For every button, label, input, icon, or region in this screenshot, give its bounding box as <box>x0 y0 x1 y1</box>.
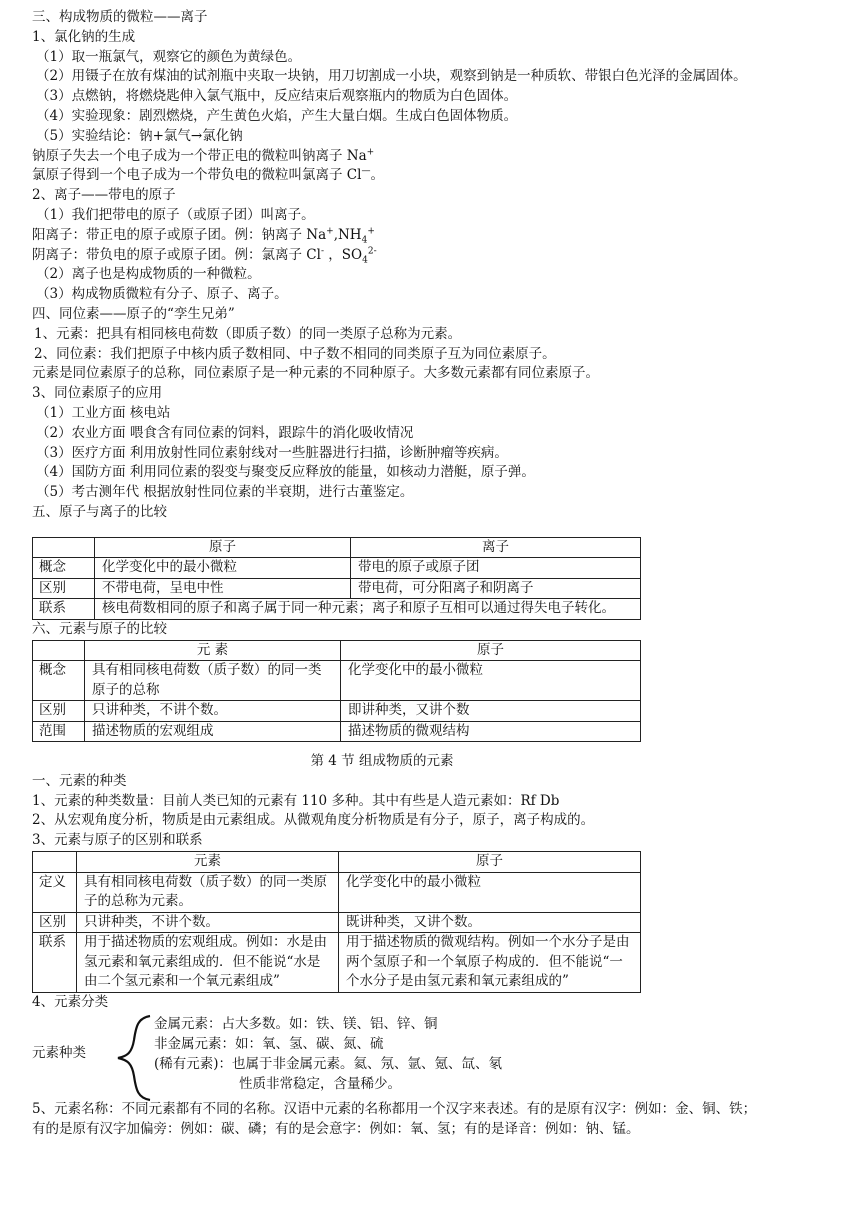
point-line: 有的是原有汉字加偏旁：例如：碳、磷；有的是会意字：例如：氧、氢；有的是译音：例如：钠、锰。 <box>32 1121 640 1138</box>
table-cell: 化学变化中的最小微粒 <box>339 872 641 912</box>
class-item: (稀有元素)：也属于非金属元素。氦、氖、氩、氪、氙、氡 <box>154 1056 503 1073</box>
step-line: （1）取一瓶氯气，观察它的颜色为黄绿色。 <box>36 48 302 65</box>
anion-mid: ，SO <box>324 246 363 263</box>
table-row <box>33 701 641 722</box>
table-cell: 化学变化中的最小微粒 <box>95 558 351 579</box>
table-cell: 带电的原子或原子团 <box>351 558 641 579</box>
table-header-cell: 原子 <box>339 852 641 873</box>
table-row <box>33 912 641 933</box>
step-line: （4）实验现象：剧烈燃烧，产生黄色火焰，产生大量白烟。生成白色固体物质。 <box>36 107 518 124</box>
table-cell: 只讲种类，不讲个数。 <box>85 701 341 722</box>
class-note: 性质非常稳定，含量稀少。 <box>239 1076 401 1093</box>
anion-line <box>32 246 842 266</box>
table-cell: 带电荷，可分阳离子和阴离子 <box>351 578 641 599</box>
section-heading: 一、元素的种类 <box>32 772 127 789</box>
section-heading: 四、同位素——原子的“孪生兄弟” <box>32 305 235 322</box>
anion-charge-2: 2- <box>367 246 377 257</box>
section-heading: 三、构成物质的微粒——离子 <box>32 9 208 25</box>
application-line: （4）国防方面 利用同位素的裂变与聚变反应释放的能量，如核动力潜艇，原子弹。 <box>36 464 535 481</box>
table-cell: 只讲种类，不讲个数。 <box>77 912 339 933</box>
table-cell: 不带电荷，呈电中性 <box>95 578 351 599</box>
table-header-cell: 元 素 <box>85 640 341 661</box>
cation-line <box>32 226 842 246</box>
table-header-row <box>33 852 641 873</box>
subsection-heading: 3、元素与原子的区别和联系 <box>32 832 203 849</box>
row-label: 范围 <box>33 721 85 742</box>
sodium-ion-line <box>32 147 842 167</box>
point-line: 1、元素的种类数量：目前人类已知的元素有 110 多种。其中有些是人造元素如：Rf Db <box>32 792 560 809</box>
step-line: （3）点燃钠，将燃烧匙伸入氯气瓶中，反应结束后观察瓶内的物质为白色固体。 <box>36 88 518 105</box>
row-label: 联系 <box>33 599 95 620</box>
table-header-cell: 元素 <box>77 852 339 873</box>
element-atom-table <box>32 640 641 743</box>
table-cell: 具有相同核电荷数（质子数）的同一类原子的总称 <box>85 661 341 701</box>
sodium-ion-text: 钠原子失去一个电子成为一个带正电的微粒叫钠离子 Na <box>32 147 367 164</box>
table-row <box>33 933 641 993</box>
anion-charge: - <box>320 246 324 257</box>
point-line: 2、同位素：我们把原子中核内质子数相同、中子数不相同的同类原子互为同位素原子。 <box>34 345 556 362</box>
chloride-end: 。 <box>370 167 384 184</box>
chapter-title: 第 4 节 组成物质的元素 <box>310 753 454 770</box>
curly-brace-icon <box>114 1014 154 1102</box>
table-row <box>33 721 641 742</box>
application-line: （3）医疗方面 利用放射性同位素射线对一些脏器进行扫描，诊断肿瘤等疾病。 <box>36 444 508 461</box>
point-line: 1、元素：把具有相同核电荷数（即质子数）的同一类原子总称为元素。 <box>34 325 462 342</box>
subsection-heading: 1、氯化钠的生成 <box>32 28 136 45</box>
row-label: 联系 <box>33 933 77 993</box>
point-line: 5、元素名称：不同元素都有不同的名称。汉语中元素的名称都用一个汉字来表述。有的是原有汉字：例如：金、铜、铁； <box>32 1101 757 1118</box>
step-line: （5）实验结论：钠+氯气→氯化钠 <box>36 127 243 144</box>
table-row <box>33 599 641 620</box>
subsection-heading: 4、元素分类 <box>32 993 109 1010</box>
application-line: （2）农业方面 喂食含有同位素的饲料，跟踪牛的消化吸收情况 <box>36 424 414 441</box>
section-heading: 六、元素与原子的比较 <box>32 620 167 637</box>
cation-charge-2: + <box>367 226 375 237</box>
cation-mid: ,NH <box>333 226 362 243</box>
table-cell: 即讲种类，又讲个数 <box>341 701 641 722</box>
table-header-cell: 离子 <box>351 537 641 558</box>
anion-text: 阴离子：带负电的原子或原子团。例：氯离子 Cl <box>32 246 321 263</box>
cation-subscript: 4 <box>361 235 368 246</box>
cation-text: 阳离子：带正电的原子或原子团。例：钠离子 Na <box>32 226 327 243</box>
row-label: 概念 <box>33 661 85 701</box>
summary-line: 元素是同位素原子的总称，同位素原子是一种元素的不同种原子。大多数元素都有同位素原子。 <box>32 365 599 382</box>
document-page <box>32 8 842 1140</box>
point-line: 2、从宏观角度分析，物质是由元素组成。从微观角度分析物质是有分子，原子，离子构成的。 <box>32 812 595 829</box>
table-header-cell: 原子 <box>95 537 351 558</box>
row-label: 区别 <box>33 912 77 933</box>
row-label: 区别 <box>33 701 85 722</box>
table-cell: 描述物质的宏观组成 <box>85 721 341 742</box>
table-header-cell: 原子 <box>341 640 641 661</box>
sodium-charge: + <box>366 147 375 158</box>
classification-items <box>154 1014 502 1094</box>
table-row <box>33 558 641 579</box>
table-header-cell <box>33 640 85 661</box>
class-item: 非金属元素：如：氧、氢、碳、氮、硫 <box>154 1036 384 1053</box>
table-header-row <box>33 537 641 558</box>
point-line: （2）离子也是构成物质的一种微粒。 <box>36 266 261 283</box>
table-cell: 用于描述物质的微观结构。例如一个水分子是由两个氢原子和一个氧原子构成的．但不能说“一个水分子是由氢元素和氧元素组成的” <box>339 933 641 993</box>
chloride-ion-line <box>32 166 842 186</box>
table-row <box>33 661 641 701</box>
step-line: （2）用镊子在放有煤油的试剂瓶中夹取一块钠，用刀切割成一小块，观察到钠是一种质软、带银白色光泽的金属固体。 <box>36 68 747 85</box>
application-line: （5）考古测年代 根据放射性同位素的半衰期，进行古董鉴定。 <box>36 484 414 501</box>
point-line: （3）构成物质微粒有分子、原子、离子。 <box>36 286 288 303</box>
classification-label: 元素种类 <box>32 1045 86 1062</box>
definition-line: （1）我们把带电的原子（或原子团）叫离子。 <box>36 206 315 223</box>
subsection-heading: 2、离子——带电的原子 <box>32 187 176 204</box>
row-label: 定义 <box>33 872 77 912</box>
row-label: 概念 <box>33 558 95 579</box>
application-line: （1）工业方面 核电站 <box>36 404 171 421</box>
table-row <box>33 578 641 599</box>
table-cell: 化学变化中的最小微粒 <box>341 661 641 701</box>
atom-ion-table <box>32 537 641 620</box>
chloride-ion-text: 氯原子得到一个电子成为一个带负电的微粒叫氯离子 Cl <box>32 167 362 184</box>
element-classification <box>32 1014 842 1100</box>
chloride-charge: — <box>361 166 371 177</box>
row-label: 区别 <box>33 578 95 599</box>
table-cell: 具有相同核电荷数（质子数）的同一类原子的总称为元素。 <box>77 872 339 912</box>
table-header-cell <box>33 537 95 558</box>
section-heading: 五、原子与离子的比较 <box>32 503 167 520</box>
cation-charge: + <box>326 226 334 237</box>
table-cell: 描述物质的微观结构 <box>341 721 641 742</box>
anion-subscript: 4 <box>362 255 368 266</box>
table-cell: 用于描述物质的宏观组成。例如：水是由氢元素和氧元素组成的．但不能说“水是由二个氢元素和一个氧元素组成” <box>77 933 339 993</box>
table-header-cell <box>33 852 77 873</box>
table-header-row <box>33 640 641 661</box>
class-item: 金属元素：占大多数。如：铁、镁、铝、锌、铜 <box>154 1016 438 1033</box>
element-atom-relation-table <box>32 851 641 993</box>
subsection-heading: 3、同位素原子的应用 <box>32 385 163 402</box>
table-row <box>33 872 641 912</box>
table-cell: 既讲种类，又讲个数。 <box>339 912 641 933</box>
table-cell: 核电荷数相同的原子和离子属于同一种元素；离子和原子互相可以通过得失电子转化。 <box>95 599 641 620</box>
